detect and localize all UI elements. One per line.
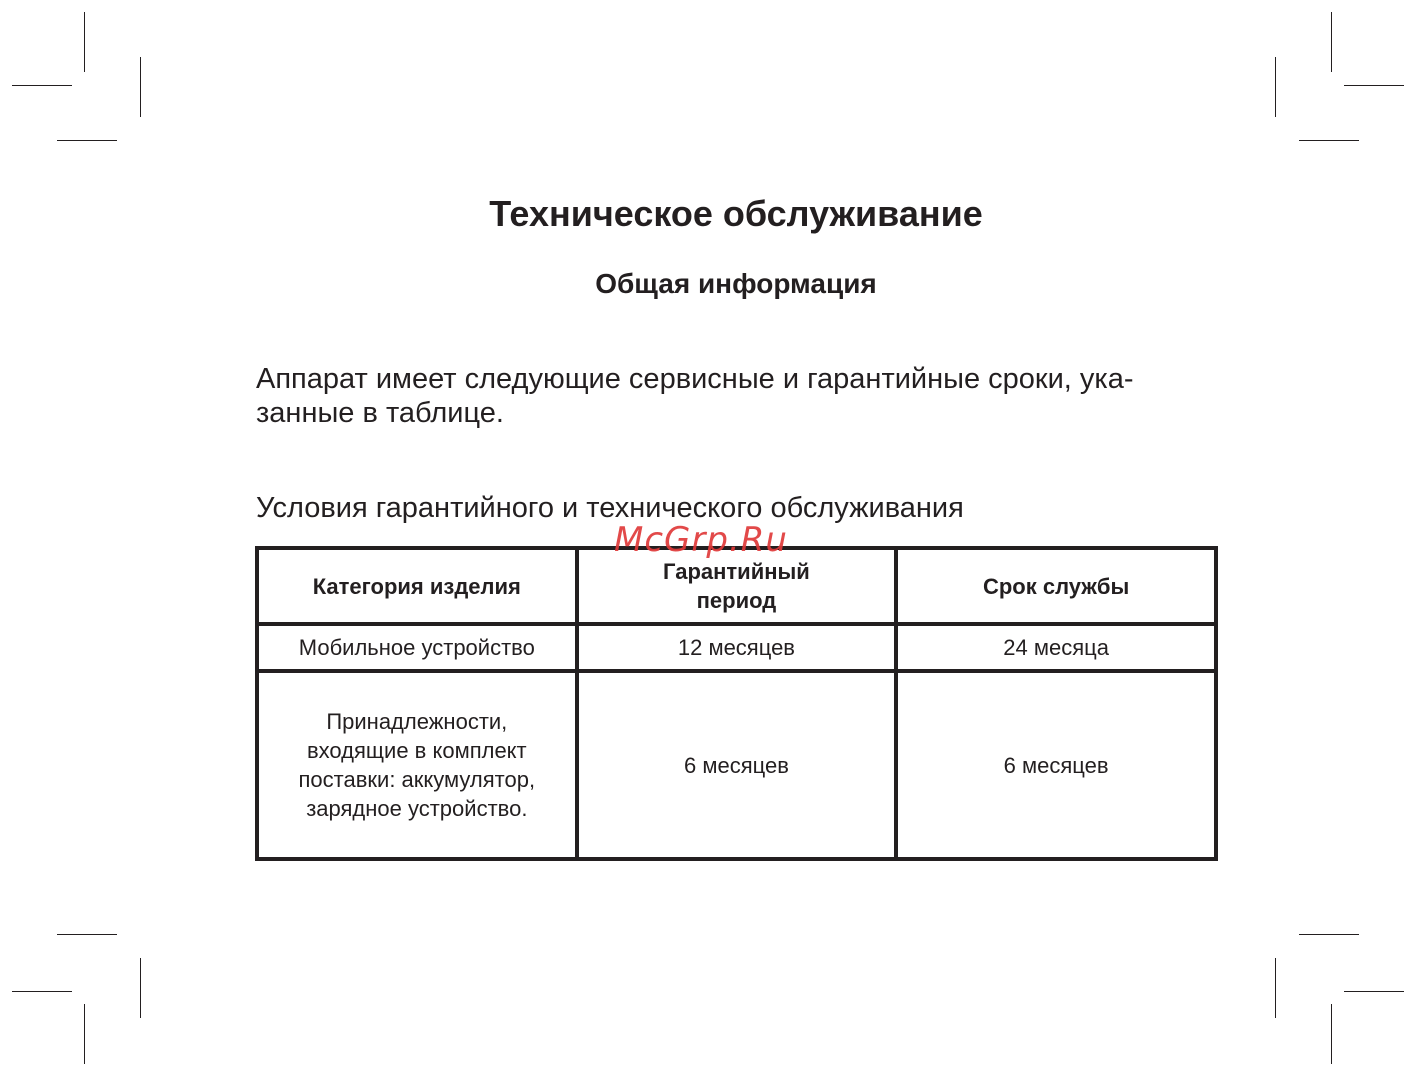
watermark: McGrp.Ru — [614, 520, 788, 560]
crop-mark — [84, 12, 85, 72]
table-cell-warranty: 6 месяцев — [577, 671, 897, 859]
crop-mark — [1331, 1004, 1332, 1064]
table-cell-category: Мобильное устройство — [257, 624, 577, 671]
table-row — [257, 671, 1216, 859]
page-title: Техническое обслуживание — [489, 193, 983, 234]
table-cell-service-life: 24 месяца — [896, 624, 1216, 671]
crop-mark — [12, 85, 72, 86]
table-cell-warranty: 12 месяцев — [577, 624, 897, 671]
warranty-table — [255, 546, 1218, 861]
intro-text: Аппарат имеет следующие сервисные и гарантийные сроки, ука- занные в таблице. — [256, 363, 1134, 429]
crop-mark — [1331, 12, 1332, 72]
crop-mark — [1344, 991, 1404, 992]
crop-mark — [140, 57, 141, 117]
crop-mark — [1344, 85, 1404, 86]
crop-mark — [1299, 140, 1359, 141]
crop-mark — [1275, 57, 1276, 117]
table-cell-category-text: Принадлежности, входящие в комплект поставки: аккумулятор, зарядное устройство. — [298, 709, 536, 821]
section-title: Общая информация — [595, 268, 877, 299]
crop-mark — [140, 958, 141, 1018]
crop-mark — [57, 934, 117, 935]
header-warranty-period-label: Гарантийный период — [663, 559, 810, 613]
header-service-life: Срок службы — [896, 548, 1216, 624]
table-cell-service-life: 6 месяцев — [896, 671, 1216, 859]
header-category: Категория изделия — [257, 548, 577, 624]
table-cell-category — [257, 671, 577, 859]
crop-mark — [1299, 934, 1359, 935]
intro-paragraph — [256, 362, 1221, 430]
crop-mark — [1275, 958, 1276, 1018]
crop-mark — [57, 140, 117, 141]
crop-mark — [84, 1004, 85, 1064]
table-caption: Условия гарантийного и технического обслуживания — [256, 492, 964, 524]
table-row — [257, 624, 1216, 671]
crop-mark — [12, 991, 72, 992]
